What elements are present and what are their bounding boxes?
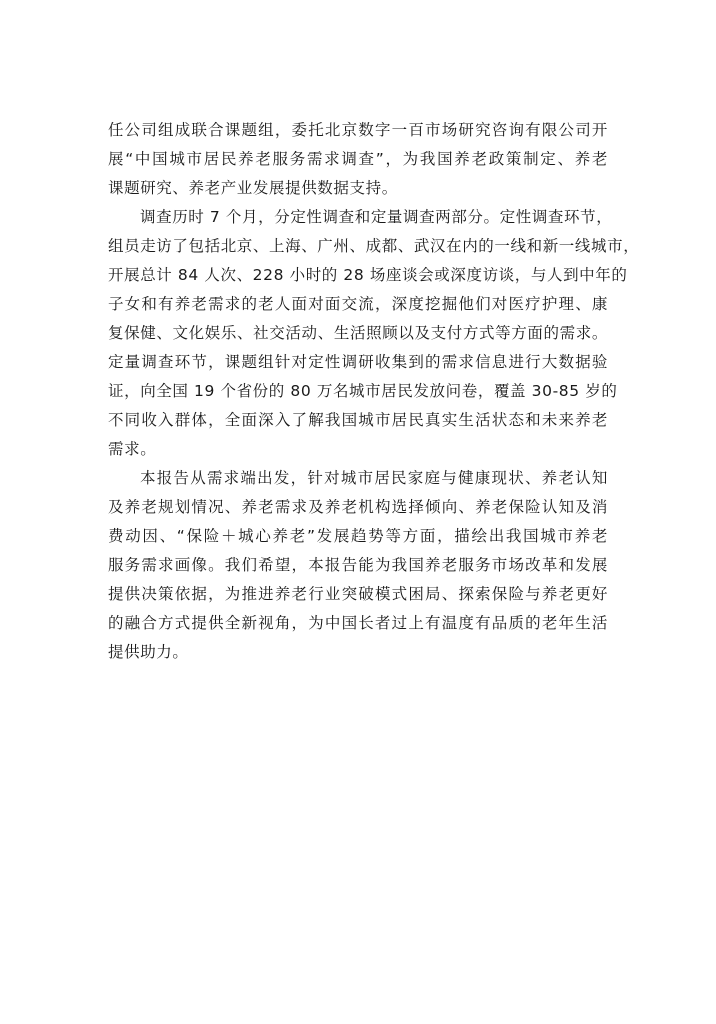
paragraph-2-line-8: 不同收入群体，全面深入了解我国城市居民真实生活状态和未来养老: [108, 411, 608, 429]
paragraph-3-line-5: 提供决策依据，为推进养老行业突破模式困局、探索保险与养老更好: [108, 585, 608, 603]
paragraph-1-line-3: 课题研究、养老产业发展提供数据支持。: [108, 179, 398, 197]
paragraph-2-line-2: 组员走访了包括北京、上海、广州、成都、武汉在内的一线和新一线城市，: [108, 237, 640, 255]
paragraph-3-line-4: 服务需求画像。我们希望，本报告能为我国养老服务市场改革和发展: [108, 556, 608, 574]
paragraph-1-line-1: 任公司组成联合课题组，委托北京数字一百市场研究咨询有限公司开: [108, 121, 608, 139]
paragraph-3-line-1: 本报告从需求端出发，针对城市居民家庭与健康现状、养老认知: [140, 469, 608, 487]
paragraph-2-line-5: 复保健、文化娱乐、社交活动、生活照顾以及支付方式等方面的需求。: [108, 324, 608, 342]
paragraph-2-line-3: 开展总计 84 人次、228 小时的 28 场座谈会或深度访谈，与人到中年的: [108, 266, 628, 284]
paragraph-3-line-6: 的融合方式提供全新视角，为中国长者过上有温度有品质的老年生活: [108, 614, 608, 632]
paragraph-2-line-7: 证，向全国 19 个省份的 80 万名城市居民发放问卷，覆盖 30-85 岁的: [108, 382, 618, 400]
paragraph-3-line-7: 提供助力。: [108, 643, 189, 661]
paragraph-2-line-4: 子女和有养老需求的老人面对面交流，深度挖掘他们对医疗护理、康: [108, 295, 608, 313]
paragraph-3-line-3: 费动因、“保险＋城心养老”发展趋势等方面，描绘出我国城市养老: [108, 527, 608, 545]
body-text: [108, 116, 640, 667]
paragraph-1-line-2: 展“中国城市居民养老服务需求调查”，为我国养老政策制定、养老: [108, 150, 608, 168]
paragraph-3-line-2: 及养老规划情况、养老需求及养老机构选择倾向、养老保险认知及消: [108, 498, 608, 516]
paragraph-2-line-6: 定量调查环节，课题组针对定性调研收集到的需求信息进行大数据验: [108, 353, 608, 371]
paragraph-2-line-9: 需求。: [108, 440, 157, 458]
paragraph-2-line-1: 调查历时 7 个月，分定性调查和定量调查两部分。定性调查环节，: [140, 208, 613, 226]
